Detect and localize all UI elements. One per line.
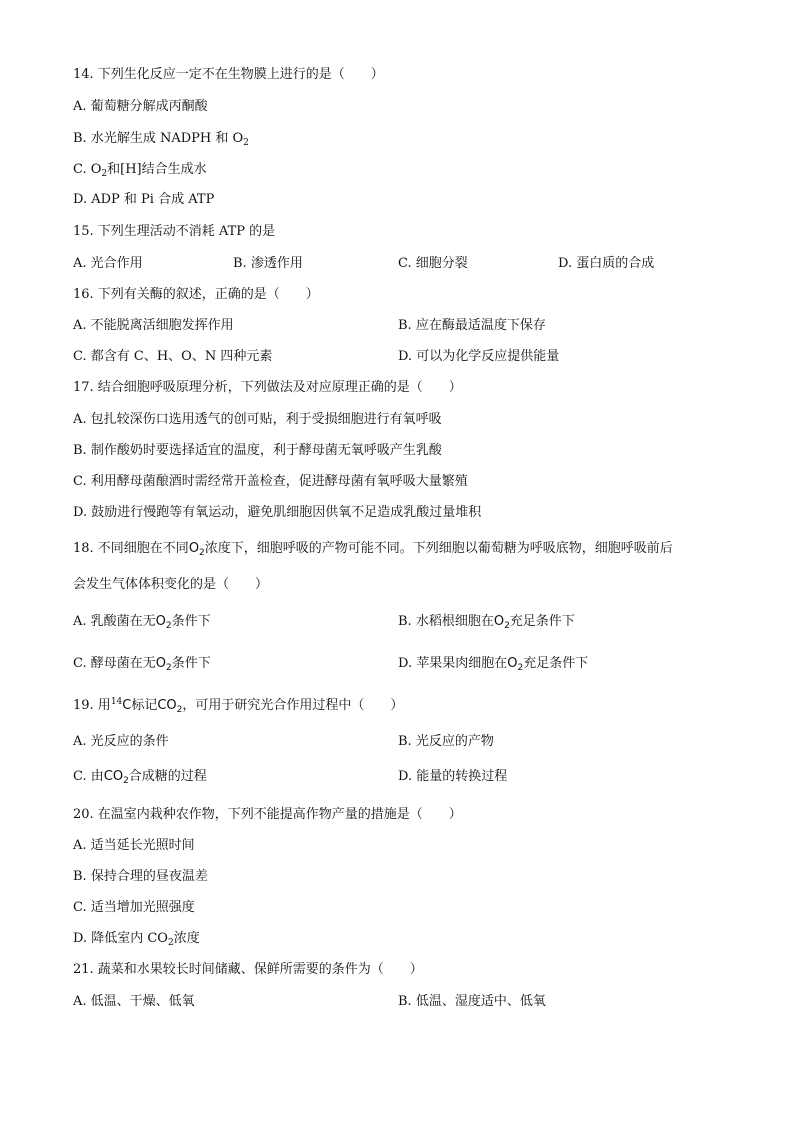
formula-o: O (493, 614, 505, 629)
subscript: 2 (165, 663, 172, 673)
question-17-option-a: A. 包扎较深伤口选用透气的创可贴，利于受损细胞进行有氧呼吸 (73, 412, 442, 427)
option-text: 和[H]结合生成水 (107, 162, 207, 177)
question-18-option-d (398, 655, 588, 673)
formula-o: O (507, 656, 518, 671)
superscript: 14 (110, 697, 123, 707)
question-20-option-a: A. 适当延长光照时间 (73, 838, 195, 853)
question-18-option-c (73, 655, 211, 673)
formula-o: O (155, 656, 166, 671)
question-14-option-b (73, 130, 249, 148)
formula-co: CO (157, 698, 177, 713)
question-15-option-d: D. 蛋白质的合成 (558, 256, 655, 271)
subscript: 2 (243, 138, 249, 148)
option-text: C. 由 (73, 769, 104, 784)
subscript: 2 (504, 621, 510, 631)
question-18-option-a (73, 613, 211, 631)
question-16-option-d: D. 可以为化学反应提供能量 (398, 349, 560, 364)
option-text: C. 酵母菌在无 (73, 656, 156, 671)
question-21-option-a: A. 低温、干燥、低氧 (73, 994, 195, 1009)
formula-c: C标记 (122, 698, 158, 713)
option-text: A. 乳酸菌在无 (73, 614, 156, 629)
question-17-stem: 17. 结合细胞呼吸原理分析，下列做法及对应原理正确的是（ ） (73, 380, 462, 395)
question-20-option-b: B. 保持合理的昼夜温差 (73, 869, 208, 884)
option-text: 浓度 (173, 931, 200, 946)
option-text: C. O (73, 162, 102, 177)
subscript: 2 (101, 169, 108, 179)
stem-text: 18. 不同细胞在不同 (73, 541, 189, 556)
question-19-option-c (73, 768, 207, 786)
question-14-option-d: D. ADP 和 Pi 合成 ATP (73, 192, 215, 207)
question-16-option-c: C. 都含有 C、H、O、N 四种元素 (73, 349, 273, 364)
stem-text: ，可用于研究光合作用过程中（ ） (182, 698, 404, 713)
option-text: 充足条件下 (509, 614, 575, 629)
subscript: 2 (517, 663, 524, 673)
question-16-option-b: B. 应在酶最适温度下保存 (398, 318, 546, 333)
question-18-option-b (398, 613, 575, 631)
question-18-stem (73, 540, 673, 558)
question-20-option-d (73, 930, 200, 948)
option-text: 合成糖的过程 (128, 769, 207, 784)
option-text: 充足条件下 (523, 656, 589, 671)
question-21-stem: 21. 蔬菜和水果较长时间储藏、保鲜所需要的条件为（ ） (73, 962, 423, 977)
question-20-option-c: C. 适当增加光照强度 (73, 900, 195, 915)
stem-text: 19. 用 (73, 698, 111, 713)
question-19-option-d: D. 能量的转换过程 (398, 769, 508, 784)
question-15-option-a: A. 光合作用 (73, 256, 143, 271)
option-text: 条件下 (171, 614, 211, 629)
question-17-option-d: D. 鼓励进行慢跑等有氧运动，避免肌细胞因供氧不足造成乳酸过量堆积 (73, 505, 482, 520)
question-15-option-b: B. 渗透作用 (233, 256, 303, 271)
option-text: D. 降低室内 CO (73, 931, 168, 946)
question-19-option-b: B. 光反应的产物 (398, 734, 494, 749)
question-20-stem: 20. 在温室内栽种农作物，下列不能提高作物产量的措施是（ ） (73, 807, 462, 822)
question-16-option-a: A. 不能脱离活细胞发挥作用 (73, 318, 234, 333)
question-21-option-b: B. 低温、湿度适中、低氧 (398, 994, 546, 1009)
subscript: 2 (123, 776, 129, 786)
subscript: 2 (176, 705, 183, 715)
question-15-option-c: C. 细胞分裂 (398, 256, 468, 271)
option-text: B. 水光解生成 NADPH 和 O (73, 131, 244, 146)
question-18-stem-line2: 会发生气体体积变化的是（ ） (73, 577, 269, 592)
subscript: 2 (167, 938, 174, 948)
option-text: 条件下 (171, 656, 211, 671)
question-15-stem: 15. 下列生理活动不消耗 ATP 的是 (73, 224, 276, 239)
question-14-stem: 14. 下列生化反应一定不在生物膜上进行的是（ ） (73, 67, 384, 82)
question-16-stem: 16. 下列有关酶的叙述，正确的是（ ） (73, 287, 319, 302)
formula-co: CO (103, 769, 124, 784)
subscript: 2 (165, 621, 172, 631)
question-14-option-c (73, 161, 207, 179)
question-19-option-a: A. 光反应的条件 (73, 734, 169, 749)
formula-o: O (155, 614, 166, 629)
question-17-option-c: C. 利用酵母菌酿酒时需经常开盖检查，促进酵母菌有氧呼吸大量繁殖 (73, 474, 468, 489)
option-text: D. 苹果果肉细胞在 (398, 656, 508, 671)
question-17-option-b: B. 制作酸奶时要选择适宜的温度，利于酵母菌无氧呼吸产生乳酸 (73, 443, 442, 458)
stem-text: 浓度下，细胞呼吸的产物可能不同。下列细胞以葡萄糖为呼吸底物，细胞呼吸前后 (204, 541, 673, 556)
question-19-stem (73, 697, 403, 715)
subscript: 2 (199, 548, 205, 558)
question-14-option-a: A. 葡萄糖分解成丙酮酸 (73, 99, 208, 114)
formula-o: O (188, 541, 200, 556)
option-text: B. 水稻根细胞在 (398, 614, 494, 629)
